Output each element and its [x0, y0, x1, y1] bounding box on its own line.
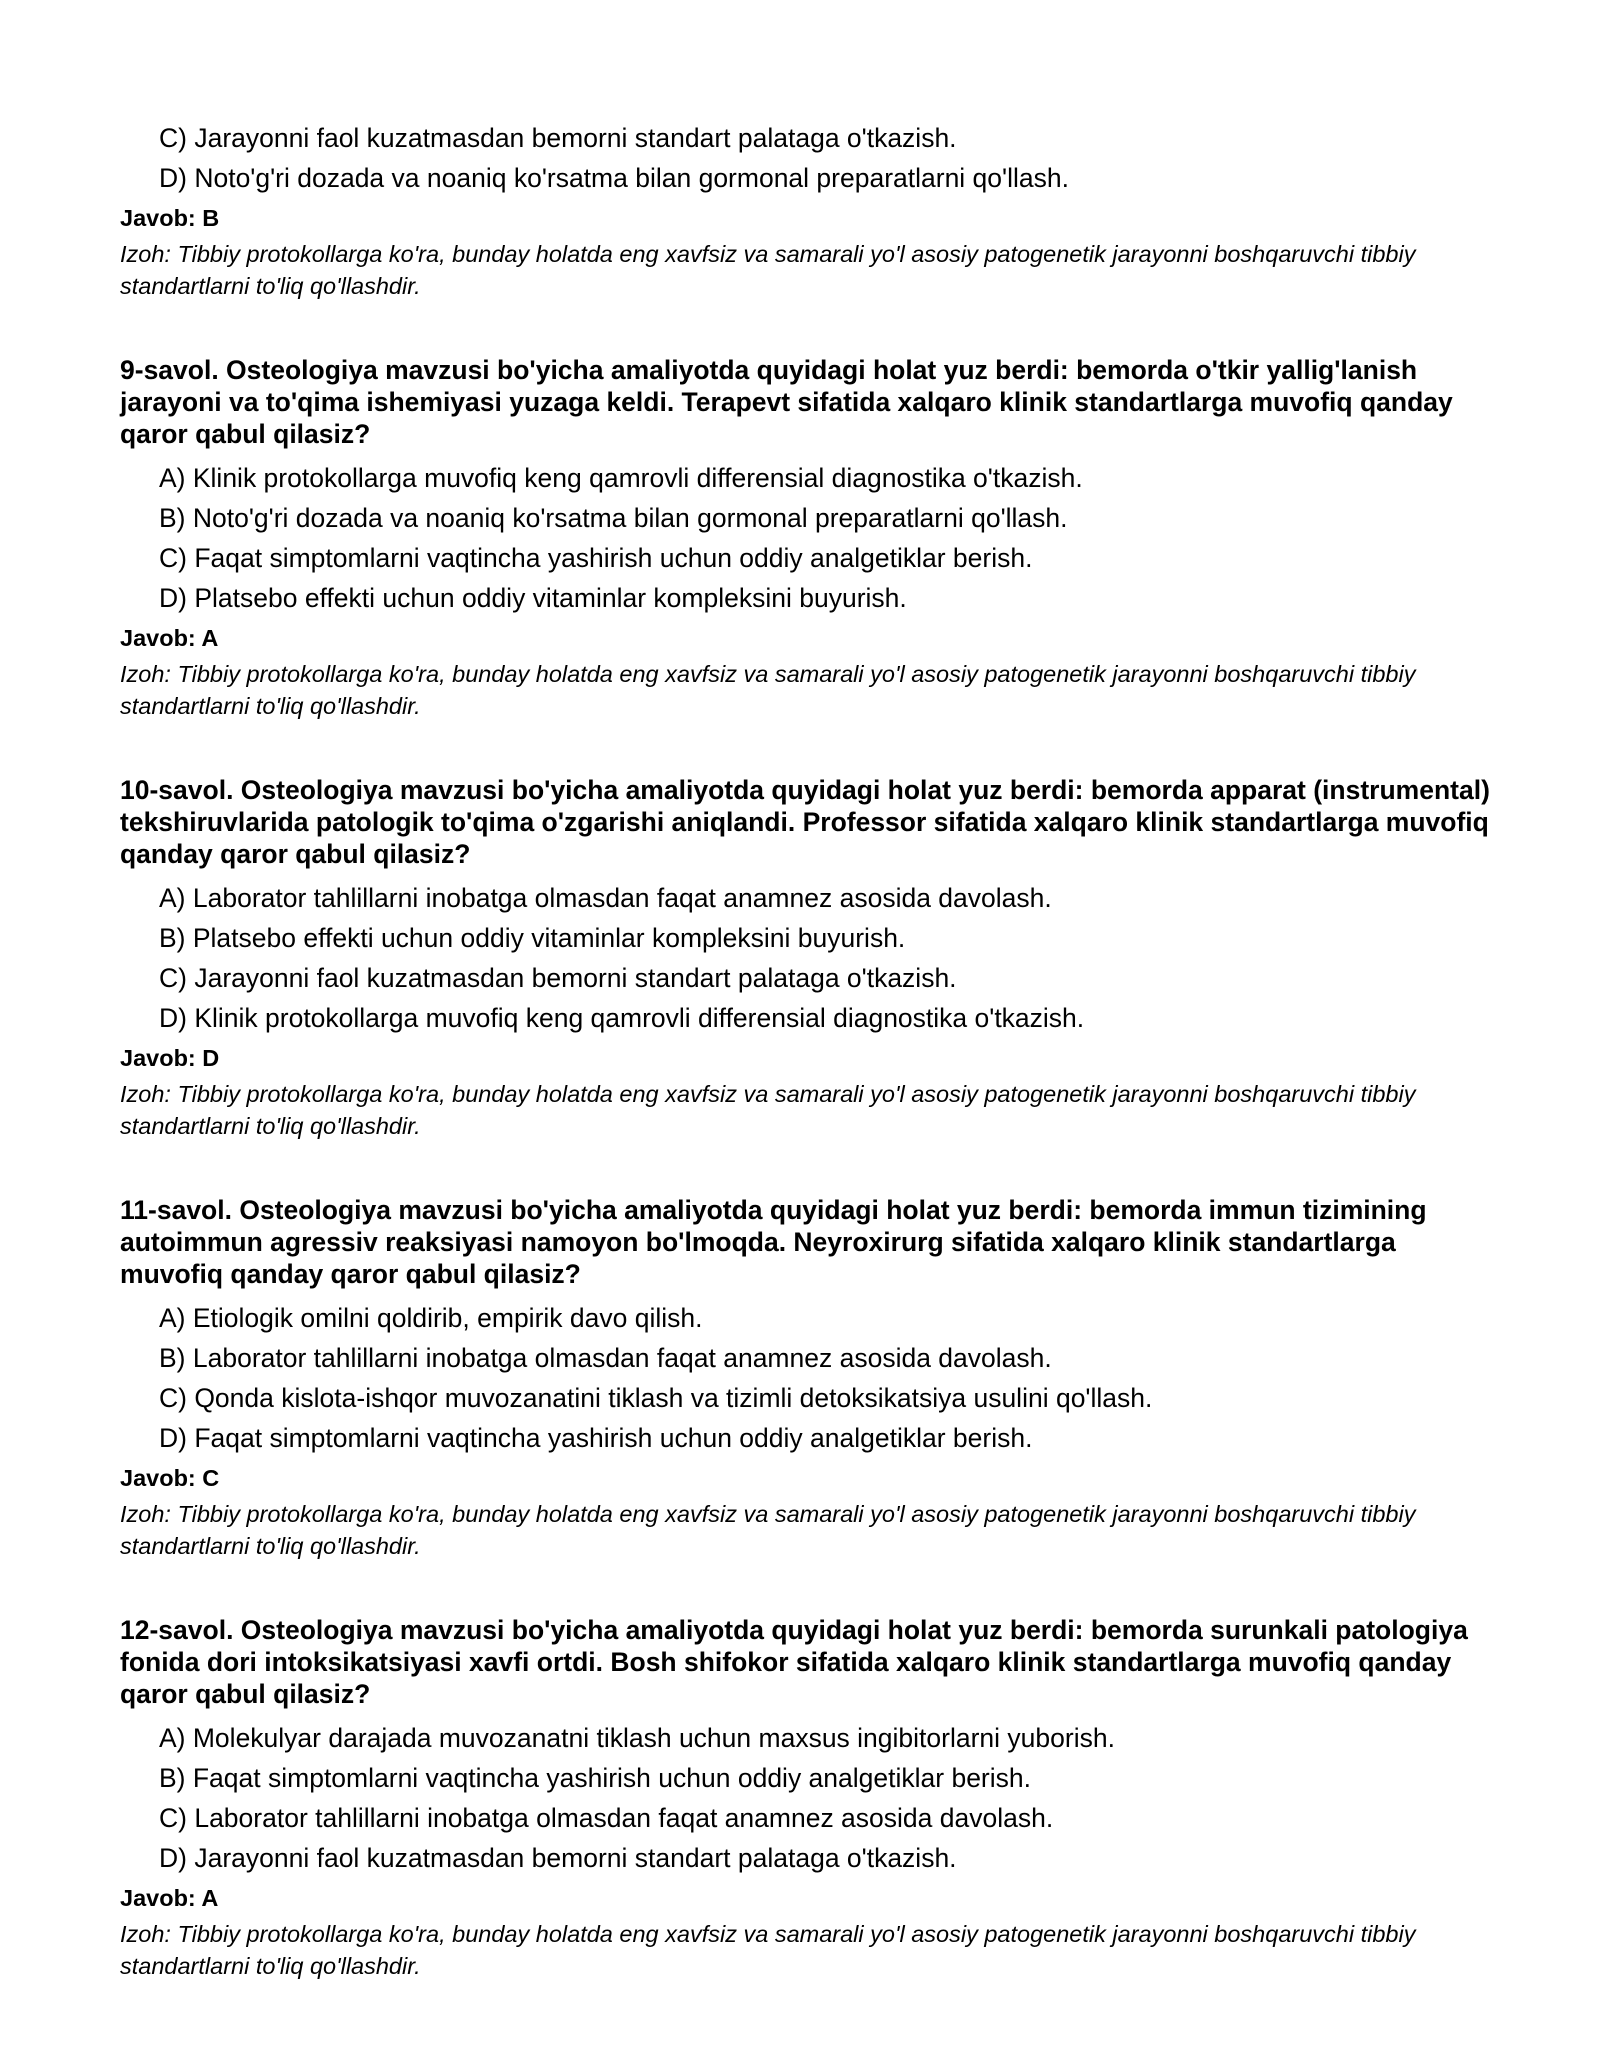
option-c: C) Faqat simptomlarni vaqtincha yashirish uchun oddiy analgetiklar berish.: [159, 543, 1033, 573]
explanation-note: Izoh: Tibbiy protokollarga ko'ra, bunday holatda eng xavfsiz va samarali yo'l asosiy patogenetik jarayonni boshqaruvchi tibbiy standartlarni to'liq qo'llashdir.: [120, 241, 1416, 299]
option-a: A) Klinik protokollarga muvofiq keng qamrovli differensial diagnostika o'tkazish.: [159, 463, 1083, 493]
option-a: A) Laborator tahlillarni inobatga olmasdan faqat anamnez asosida davolash.: [159, 883, 1052, 913]
option-c: C) Qonda kislota-ishqor muvozanatini tiklash va tizimli detoksikatsiya usulini qo'llash.: [159, 1383, 1153, 1413]
question-text: 9-savol. Osteologiya mavzusi bo'yicha amaliyotda quyidagi holat yuz berdi: bemorda o'tkir yallig'lanish jarayoni va to'qima ishemiyasi yuzaga keldi. Terapevt sifatida xalqaro klinik standartlarga muvofiq qanday qaror qabul qilasiz?: [120, 355, 1453, 449]
option-b: B) Laborator tahlillarni inobatga olmasdan faqat anamnez asosida davolash.: [159, 1343, 1052, 1373]
option-a: A) Etiologik omilni qoldirib, empirik davo qilish.: [159, 1303, 703, 1333]
question-12: [120, 1614, 1500, 1982]
explanation-note: Izoh: Tibbiy protokollarga ko'ra, bunday holatda eng xavfsiz va samarali yo'l asosiy patogenetik jarayonni boshqaruvchi tibbiy standartlarni to'liq qo'llashdir.: [120, 1921, 1416, 1979]
option-d: D) Faqat simptomlarni vaqtincha yashirish uchun oddiy analgetiklar berish.: [159, 1423, 1033, 1453]
question-text: 11-savol. Osteologiya mavzusi bo'yicha amaliyotda quyidagi holat yuz berdi: bemorda immun tizimining autoimmun agressiv reaksiyasi namoyon bo'lmoqda. Neyroxirurg sifatida xalqaro klinik standartlarga muvofiq qanday qaror qabul qilasiz?: [120, 1195, 1427, 1289]
question-text: 10-savol. Osteologiya mavzusi bo'yicha amaliyotda quyidagi holat yuz berdi: bemorda apparat (instrumental) tekshiruvlarida patologik to'qima o'zgarishi aniqlandi. Professor sifatida xalqaro klinik standartlarga muvofiq qanday qaror qabul qilasiz?: [120, 775, 1490, 869]
option-c: C) Jarayonni faol kuzatmasdan bemorni standart palataga o'tkazish.: [159, 123, 957, 153]
option-d: D) Klinik protokollarga muvofiq keng qamrovli differensial diagnostika o'tkazish.: [159, 1003, 1085, 1033]
option-d: D) Platsebo effekti uchun oddiy vitaminlar kompleksini buyurish.: [159, 583, 907, 613]
answer-label: Javob: B: [120, 205, 220, 231]
answer-label: Javob: C: [120, 1465, 220, 1491]
answer-label: Javob: A: [120, 625, 219, 651]
question-10: [120, 774, 1500, 1142]
option-c: C) Laborator tahlillarni inobatga olmasdan faqat anamnez asosida davolash.: [159, 1803, 1054, 1833]
answer-label: Javob: A: [120, 1885, 219, 1911]
option-b: B) Platsebo effekti uchun oddiy vitaminlar kompleksini buyurish.: [159, 923, 906, 953]
explanation-note: Izoh: Tibbiy protokollarga ko'ra, bunday holatda eng xavfsiz va samarali yo'l asosiy patogenetik jarayonni boshqaruvchi tibbiy standartlarni to'liq qo'llashdir.: [120, 1081, 1416, 1139]
question-text: 12-savol. Osteologiya mavzusi bo'yicha amaliyotda quyidagi holat yuz berdi: bemorda surunkali patologiya fonida dori intoksikatsiyasi xavfi ortdi. Bosh shifokor sifatida xalqaro klinik standartlarga muvofiq qanday qaror qabul qilasiz?: [120, 1615, 1468, 1709]
option-b: B) Noto'g'ri dozada va noaniq ko'rsatma bilan gormonal preparatlarni qo'llash.: [159, 503, 1068, 533]
question-11: [120, 1194, 1500, 1562]
answer-label: Javob: D: [120, 1045, 220, 1071]
document-page: [120, 118, 1500, 1982]
option-d: D) Noto'g'ri dozada va noaniq ko'rsatma bilan gormonal preparatlarni qo'llash.: [159, 163, 1069, 193]
explanation-note: Izoh: Tibbiy protokollarga ko'ra, bunday holatda eng xavfsiz va samarali yo'l asosiy patogenetik jarayonni boshqaruvchi tibbiy standartlarni to'liq qo'llashdir.: [120, 661, 1416, 719]
question-9: [120, 354, 1500, 722]
option-d: D) Jarayonni faol kuzatmasdan bemorni standart palataga o'tkazish.: [159, 1843, 957, 1873]
option-c: C) Jarayonni faol kuzatmasdan bemorni standart palataga o'tkazish.: [159, 963, 957, 993]
option-a: A) Molekulyar darajada muvozanatni tiklash uchun maxsus ingibitorlarni yuborish.: [159, 1723, 1115, 1753]
explanation-note: Izoh: Tibbiy protokollarga ko'ra, bunday holatda eng xavfsiz va samarali yo'l asosiy patogenetik jarayonni boshqaruvchi tibbiy standartlarni to'liq qo'llashdir.: [120, 1501, 1416, 1559]
option-b: B) Faqat simptomlarni vaqtincha yashirish uchun oddiy analgetiklar berish.: [159, 1763, 1031, 1793]
question-continuation: [120, 118, 1500, 302]
